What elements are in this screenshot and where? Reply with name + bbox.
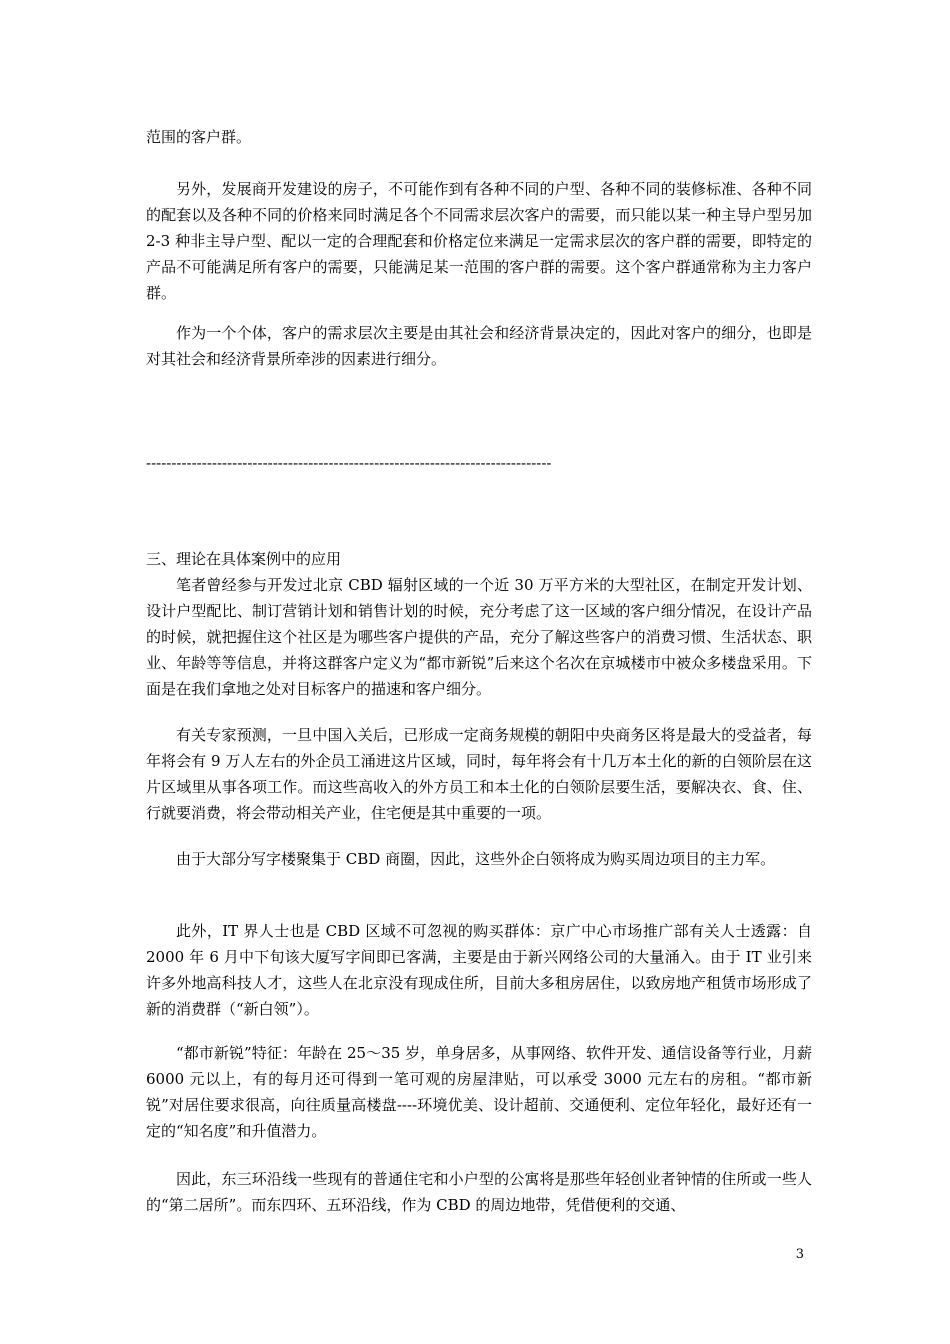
- section-heading: 三、理论在具体案例中的应用: [146, 550, 342, 568]
- paragraph-it-professionals: 此外，IT 界人士也是 CBD 区域不可忽视的购买群体：京广中心市场推广部有关人士透露：自 2000 年 6 月中下旬该大厦写字间即已客满，主要是由于新兴网络公司的大量涌入。由于 IT 业引来许多外地高科技人才，这些人在北京没有现成住所，目前大多租房居住，以致房地产租赁市场形成了新的消费群（“新白领”）。: [146, 922, 812, 1018]
- paragraph-office-buildings: 由于大部分写字楼聚集于 CBD 商圈，因此，这些外企白领将成为购买周边项目的主力军。: [176, 850, 776, 868]
- paragraph-continuation: 范围的客户群。: [146, 128, 252, 146]
- page-number: 3: [795, 1247, 804, 1262]
- paragraph-cbd-project: 笔者曾经参与开发过北京 CBD 辐射区域的一个近 30 万平方米的大型社区，在制定开发计划、设计户型配比、制订营销计划和销售计划的时候，充分考虑了这一区域的客户细分情况，在设计产品的时候，就把握住这个社区是为哪些客户提供的产品，充分了解这些客户的消费习惯、生活状态、职业、年龄等等信息，并将这群客户定义为“都市新锐”后来这个名次在京城楼市中被众多楼盘采用。下面是在我们拿地之处对目标客户的描速和客户细分。: [146, 576, 812, 698]
- paragraph-customer-needs: 作为一个个体，客户的需求层次主要是由其社会和经济背景决定的，因此对客户的细分，也即是对其社会和经济背景所牵涉的因素进行细分。: [146, 324, 812, 368]
- paragraph-east-ring-road: 因此，东三环沿线一些现有的普通住宅和小户型的公寓将是那些年轻创业者钟情的住所或一些人的“第二居所”。而东四环、五环沿线，作为 CBD 的周边地带，凭借便利的交通、: [146, 1170, 812, 1214]
- paragraph-urban-pioneers: “都市新锐”特征：年龄在 25～35 岁，单身居多，从事网络、软件开发、通信设备等行业，月薪 6000 元以上，有的每月还可得到一笔可观的房屋津贴，可以承受 3000 元左右的房租。“都市新锐”对居住要求很高，向往质量高楼盘----环境优美、设计超前、交通便利、定位年轻化，最好还有一定的“知名度”和升值潜力。: [146, 1044, 812, 1140]
- paragraph-developer-products: 另外，发展商开发建设的房子，不可能作到有各种不同的户型、各种不同的装修标准、各种不同的配套以及各种不同的价格来同时满足各个不同需求层次客户的需要，而只能以某一种主导户型另加 2-3 种非主导户型、配以一定的合理配套和价格定位来满足一定需求层次的客户群的需要，即特定的产品不可能满足所有客户的需要，只能满足某一范围的客户群的需要。这个客户群通常称为主力客户群。: [146, 180, 812, 302]
- paragraph-expert-forecast: 有关专家预测，一旦中国入关后，已形成一定商务规模的朝阳中央商务区将是最大的受益者，每年将会有 9 万人左右的外企员工涌进这片区域，同时，每年将会有十几万本土化的新的白领阶层在这片区域里从事各项工作。而这些高收入的外方员工和本土化的白领阶层要生活，要解决衣、食、住、行就要消费，将会带动相关产业，住宅便是其中重要的一项。: [146, 726, 812, 822]
- separator-dashed-line: --------------------------------------------------------------------------------: [146, 454, 552, 472]
